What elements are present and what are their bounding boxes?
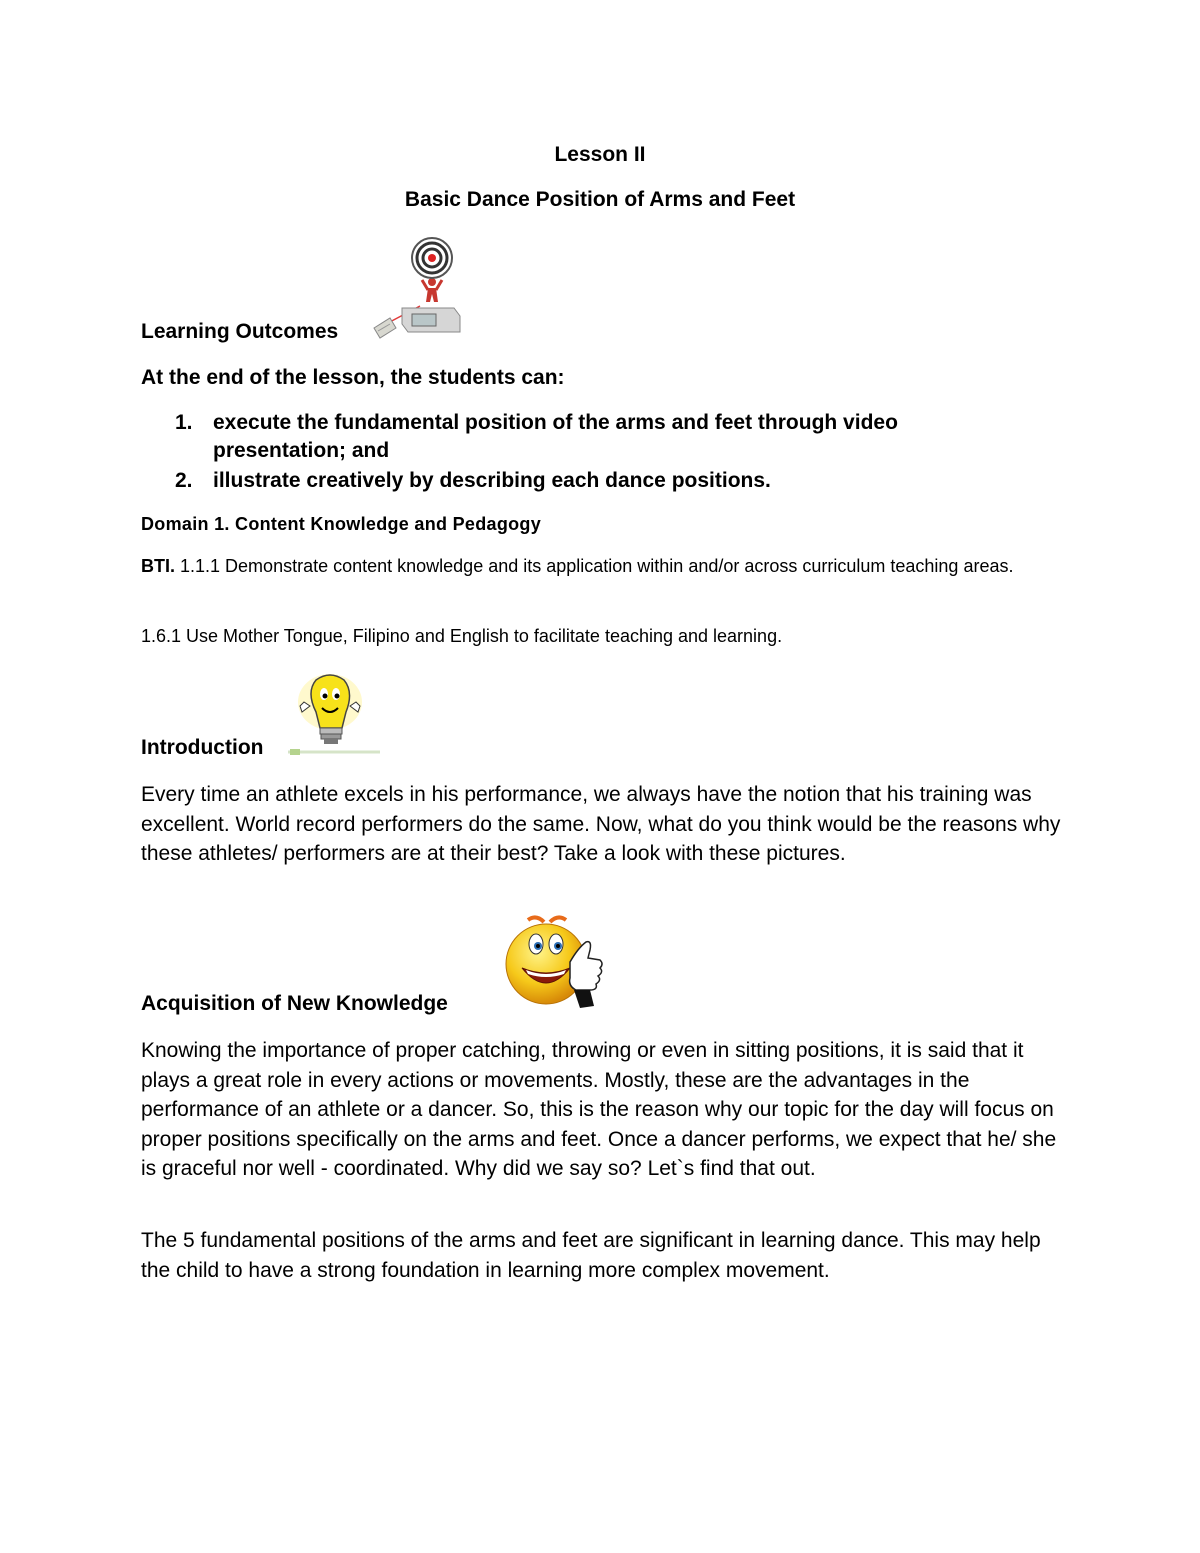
introduction-paragraph: Every time an athlete excels in his performance, we always have the notion that his training was excellent. World record performers do the same. Now, what do you think would be the reasons why these athletes/ performers are at their best? Take a look with these pictures. — [141, 783, 1061, 865]
list-item-number: 2. — [175, 469, 193, 492]
bti-paragraph — [141, 553, 1061, 580]
bti-text: 1.1.1 Demonstrate content knowledge and its application within and/or across curriculum teaching areas. — [180, 556, 1014, 576]
acquisition-paragraph-2: The 5 fundamental positions of the arms and feet are significant in learning dance. This may help the child to have a strong foundation in learning more complex movement. — [141, 1229, 1041, 1282]
lightbulb-icon — [288, 672, 380, 758]
list-item-number: 1. — [175, 411, 193, 434]
smiley-thumbs-up-icon — [500, 912, 608, 1012]
list-item — [175, 467, 1035, 495]
list-item-text: execute the fundamental position of the arms and feet through video presentation; and — [213, 411, 898, 462]
indicator-paragraph: 1.6.1 Use Mother Tongue, Filipino and English to facilitate teaching and learning. — [141, 626, 783, 646]
target-icon — [372, 236, 464, 340]
acquisition-paragraph-1: Knowing the importance of proper catching, throwing or even in sitting positions, it is said that it plays a great role in every actions or movements. Mostly, these are the advantages in the performance of an athlete or a dancer. So, this is the reason why our topic for the day will focus on proper positions specifically on the arms and feet. Once a dancer performs, we expect that he/ she is graceful nor well - coordinated. Why did we say so? Let`s find that out. — [141, 1039, 1057, 1180]
acquisition-heading: Acquisition of New Knowledge — [141, 992, 448, 1015]
list-item — [175, 409, 1035, 465]
outcomes-list — [175, 409, 1035, 495]
lesson-title: Basic Dance Position of Arms and Feet — [404, 188, 796, 211]
introduction-heading: Introduction — [141, 736, 264, 759]
learning-outcomes-intro: At the end of the lesson, the students can: — [141, 366, 565, 389]
lesson-label: Lesson II — [554, 143, 646, 166]
learning-outcomes-heading: Learning Outcomes — [141, 320, 339, 343]
bti-label: BTI. — [141, 556, 175, 576]
domain-heading: Domain 1. Content Knowledge and Pedagogy — [141, 514, 542, 534]
list-item-text: illustrate creatively by describing each dance positions. — [213, 469, 771, 492]
